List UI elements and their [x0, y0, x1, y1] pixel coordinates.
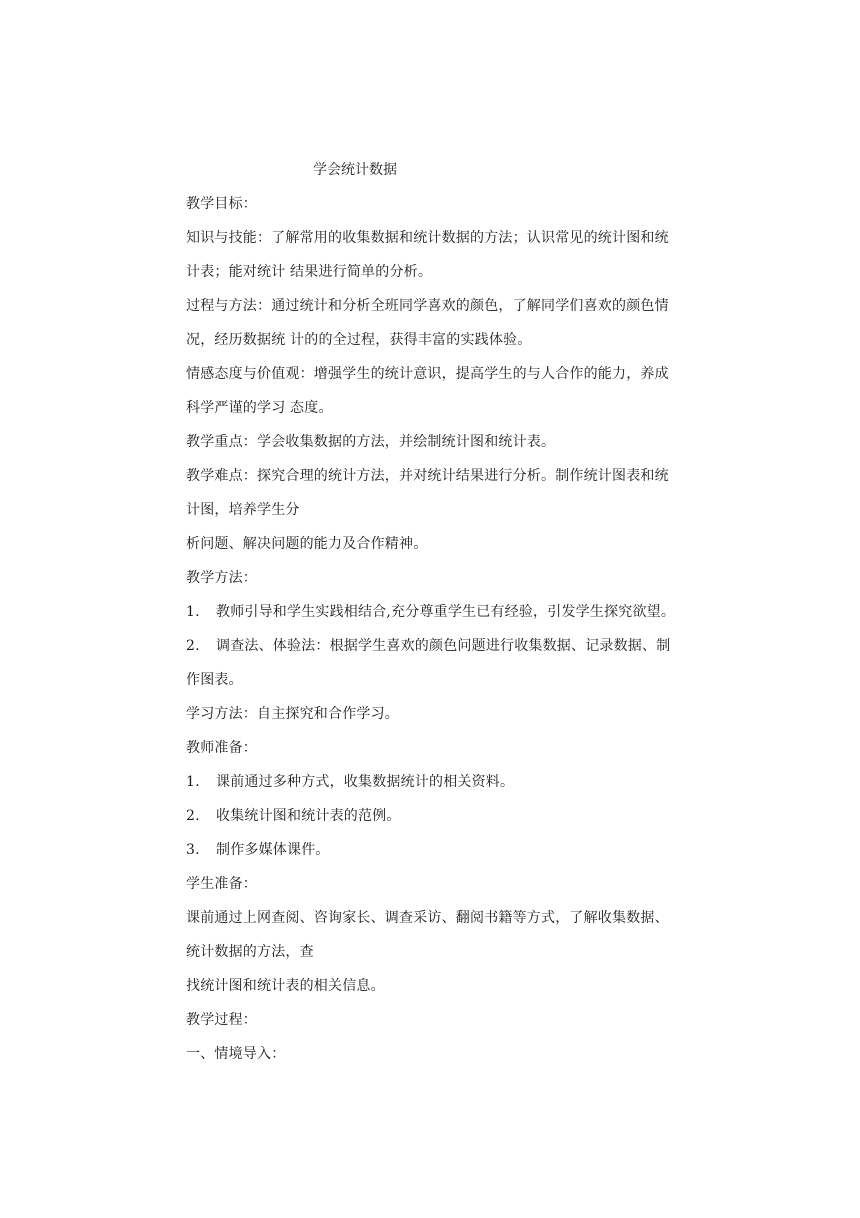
item-text: 教师引导和学生实践相结合,充分尊重学生已有经验，引发学生探究欲望。 [216, 604, 676, 620]
numbered-item [186, 840, 330, 860]
text-line: 析问题、解决问题的能力及合作精神。 [186, 536, 428, 552]
text-line: 教学重点：学会收集数据的方法，并绘制统计图和统计表。 [186, 434, 556, 450]
item-text: 制作多媒体课件。 [216, 842, 330, 858]
text-line: 计图，培养学生分 [186, 502, 300, 518]
text-line: 教学目标： [186, 196, 257, 212]
item-number: 3. [186, 842, 200, 858]
text-line: 统计数据的方法，查 [186, 944, 314, 960]
document-title: 学会统计数据 [313, 162, 397, 178]
item-text: 收集统计图和统计表的范例。 [216, 808, 401, 824]
numbered-item [186, 772, 514, 792]
text-line: 科学严谨的学习 态度。 [186, 400, 333, 416]
numbered-item [186, 636, 670, 656]
text-line: 教师准备： [186, 740, 257, 756]
item-number: 2. [186, 808, 200, 824]
text-line: 过程与方法：通过统计和分析全班同学喜欢的颜色，了解同学们喜欢的颜色情 [186, 298, 669, 314]
item-text: 课前通过多种方式，收集数据统计的相关资料。 [216, 774, 515, 790]
item-number: 2. [186, 638, 200, 654]
text-line: 找统计图和统计表的相关信息。 [186, 978, 385, 994]
numbered-item [186, 806, 401, 826]
text-line: 知识与技能：了解常用的收集数据和统计数据的方法；认识常见的统计图和统 [186, 230, 669, 246]
text-line: 课前通过上网查阅、咨询家长、调查采访、翻阅书籍等方式，了解收集数据、 [186, 910, 669, 926]
item-text: 调查法、体验法：根据学生喜欢的颜色问题进行收集数据、记录数据、制 [216, 638, 671, 654]
text-line: 情感态度与价值观：增强学生的统计意识，提高学生的与人合作的能力，养成 [186, 366, 669, 382]
text-line: 作图表。 [186, 672, 243, 688]
numbered-item [186, 602, 675, 622]
text-line: 学习方法：自主探究和合作学习。 [186, 706, 399, 722]
item-number: 1. [186, 604, 200, 620]
text-line: 计表；能对统计 结果进行简单的分析。 [186, 264, 433, 280]
text-line: 学生准备： [186, 876, 257, 892]
text-line: 教学方法： [186, 570, 257, 586]
text-line: 教学过程： [186, 1012, 257, 1028]
text-line: 况，经历数据统 计的的全过程，获得丰富的实践体验。 [186, 332, 532, 348]
item-number: 1. [186, 774, 200, 790]
text-line: 一、情境导入： [186, 1046, 286, 1062]
text-line: 教学难点：探究合理的统计方法，并对统计结果进行分析。制作统计图表和统 [186, 468, 669, 484]
